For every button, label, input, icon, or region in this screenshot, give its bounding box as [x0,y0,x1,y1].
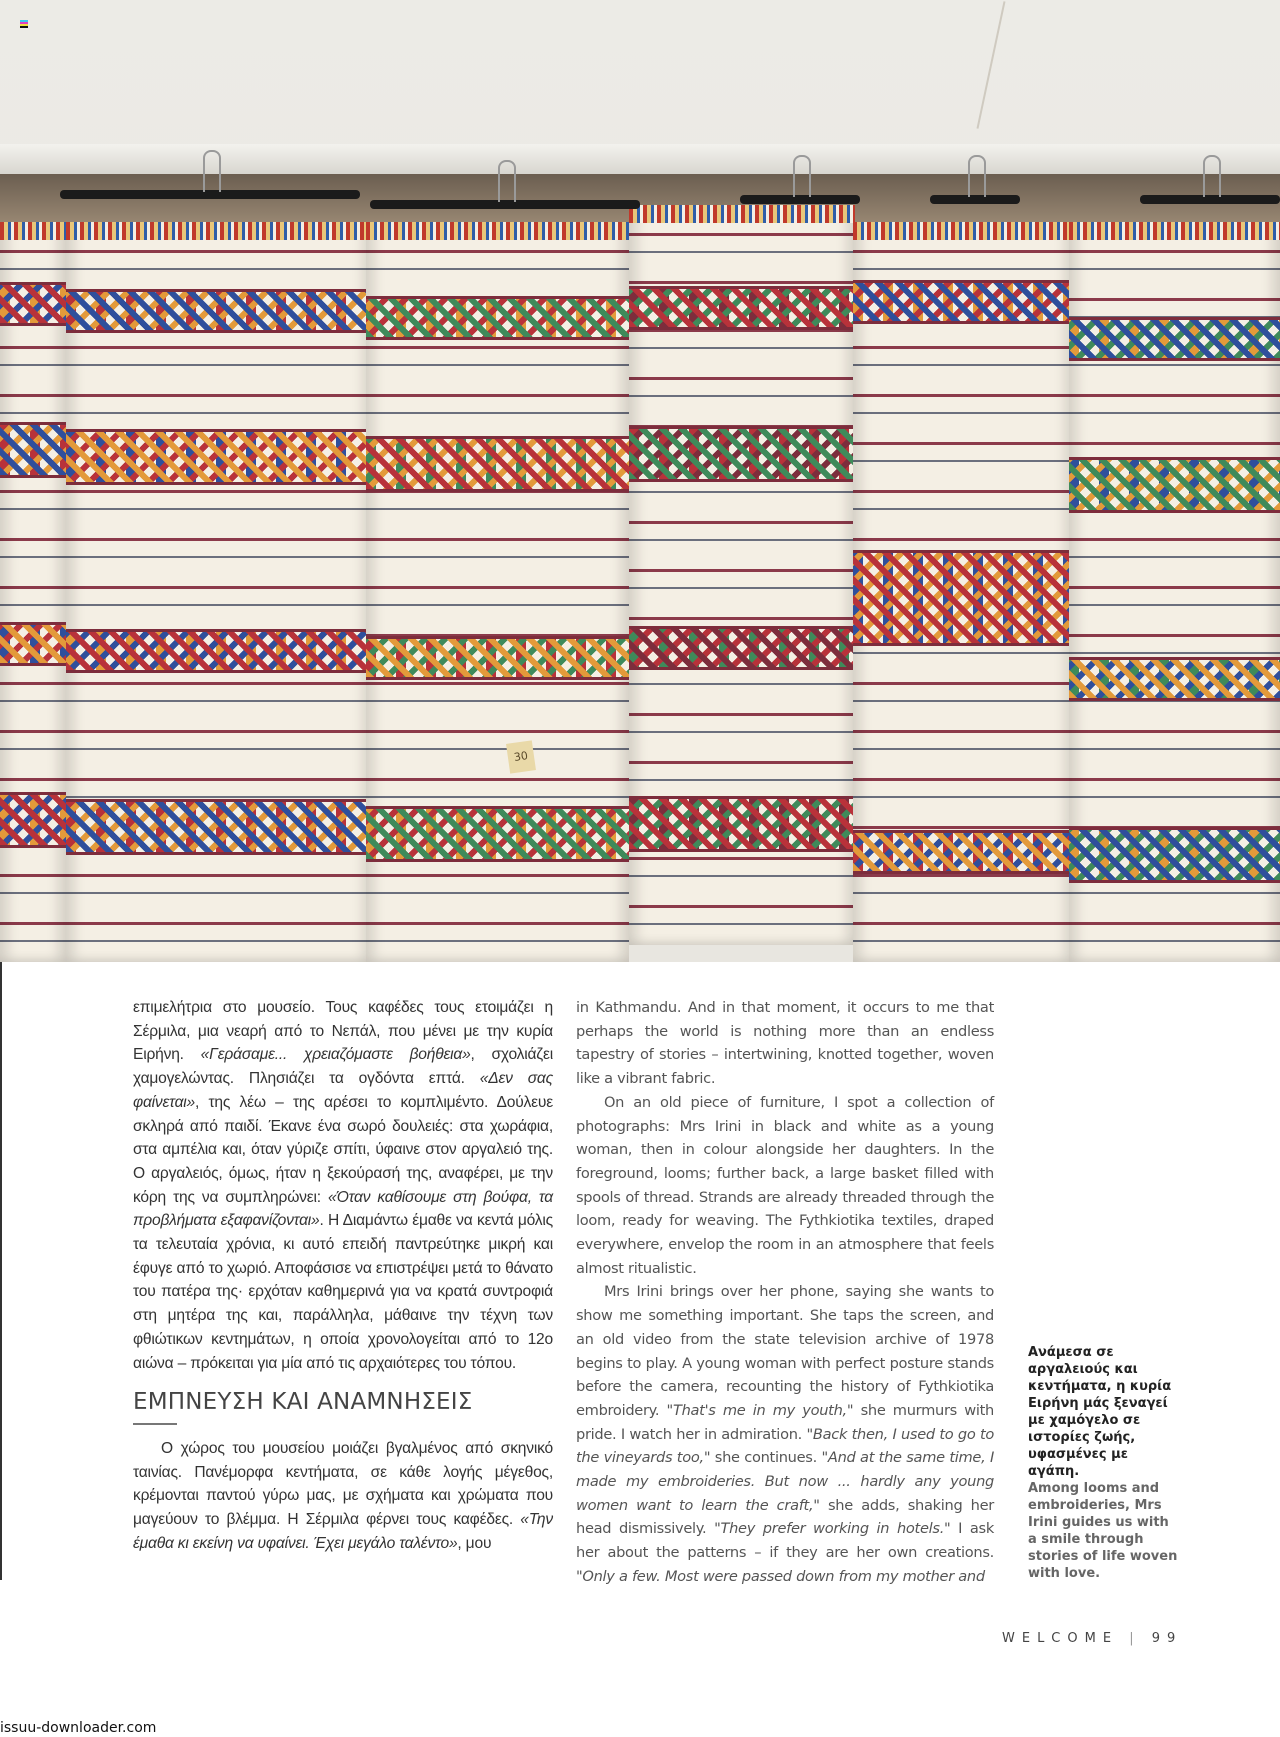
embroidery-band [853,830,1073,874]
embroidery-band [629,796,855,852]
quote-text: "They prefer working in hotels." [714,1520,951,1538]
quote-text: «Γεράσαμε... χρειαζόμαστε βοήθεια» [200,1046,471,1064]
embroidery-band [0,622,66,666]
watermark: issuu-downloader.com [0,1720,157,1736]
hanging-rail [0,144,1280,174]
embroidery-band [1069,657,1280,701]
price-tag: 30 [506,740,536,773]
footer-separator: | [1129,1631,1141,1646]
embroidery-band [66,629,371,673]
embroidery-band [66,799,371,855]
hanger-hook [1203,155,1221,197]
body-text: she continues. [710,1449,822,1467]
hanger-hook [793,155,811,197]
textile-fringe [66,222,371,240]
paragraph [133,996,553,1375]
quote-text: "Only a few. Most were passed down from my mother and [576,1567,985,1585]
embroidery-band [366,636,629,680]
hanging-textile [366,222,629,962]
body-text: επιμελήτρια στο μουσείο. Τους καφέδες τους ετοιμάζει η Σέρμιλα, μια νεαρή από το Νεπάλ, που μένει με την κυρία Ειρήνη. [133,999,553,1064]
embroidery-band [853,280,1073,324]
paragraph [576,1280,994,1588]
body-text: , της λέω – της αρέσει το κομπλιμέντο. Δούλευε σκληρά από παιδί. Έκανε ένα σωρό δουλειές: στα χωράφια, στα αμπέλια και, όταν γύριζε σπίτι, ύφαινε στον αργαλειό της. Ο αργαλειός, όμως, ήταν η ξεκούρασή της, αναφέρει, με την κόρη της να συμπληρώνει: [133,1093,553,1206]
embroidery-band [1069,827,1280,883]
body-text: Mrs Irini brings over her phone, saying she wants to show me something important. She taps the screen, and an old video from the state television archive of 1978 begins to play. A young woman with perfect posture stands before the camera, recounting the history of Fythkiotika embroidery. [576,1283,994,1419]
quote-text: «Όταν καθίσουμε στη βούφα, τα προβλήματα εξαφανίζονται» [133,1188,553,1230]
body-text: , μου [457,1534,492,1552]
embroidery-band [1069,457,1280,513]
article-column-greek [133,996,553,1555]
body-text: On an old piece of furniture, I spot a collection of photographs: Mrs Irini in black and white as a young woman, then in colour alongside her daughters. In the foreground, looms; further back, a large basket filled with spools of thread. Strands are already threaded through the loom, ready for weaving. The Fythkiotika textiles, draped everywhere, envelop the room in an atmosphere that feels almost ritualistic. [576,1093,994,1277]
textile-fringe [366,222,629,240]
quote-text: "That's me in my youth," [666,1401,854,1419]
embroidery-band [629,426,855,482]
page-number: 99 [1151,1631,1183,1646]
paragraph [576,1091,994,1281]
article-column-english [576,996,994,1589]
paragraphs-before-heading [133,996,553,1375]
caption-english: Among looms and embroideries, Mrs Irini guides us with a smile through stories of life woven with love. [1028,1481,1178,1581]
quote-text: "And at the same time, I made my embroideries. But now ... hardly any young women want to learn the craft," [576,1449,994,1514]
hanging-textile [853,222,1073,962]
embroidery-band [0,282,66,326]
hanging-textile [0,222,66,962]
wall-crack [977,1,1006,129]
photo-caption [1028,1344,1178,1582]
textile-fringe [629,205,855,223]
hanger-hook [203,150,221,192]
body-text: , σχολιάζει χαμογελώντας. Πλησιάζει τα ογδόντα επτά. [133,1046,553,1088]
embroidery-band [853,550,1073,646]
hanging-textile [66,222,371,962]
body-text: she murmurs with pride. I watch her in admiration. [576,1401,994,1443]
hanger-hook [968,155,986,197]
section-heading: ΕΜΠΝΕΥΣΗ ΚΑΙ ΑΝΑΜΝΗΣΕΙΣ [133,1389,473,1416]
body-text: she adds, shaking her head dismissively. [576,1496,995,1538]
quote-text: «Δεν σας φαίνεται» [133,1070,553,1111]
print-color-bar [20,20,28,28]
textile-fringe [1069,222,1280,240]
body-text: Ο χώρος του μουσείου μοιάζει βγαλμένος από σκηνικό ταινίας. Πανέμορφα κεντήματα, σε κάθε λογής μέγεθος, κρέμονται παντού γύρω μας, με σχήματα και χρώματα που μαγεύουν το βλέμμα. Η Σέρμιλα φέρνει τους καφέδες. [133,1439,553,1529]
embroidery-band [66,289,371,333]
body-text: I ask her about the patterns – if they are her own creations. [576,1520,994,1562]
textile-fringe [0,222,66,240]
embroidery-band [629,626,855,670]
embroidery-band [0,792,66,848]
paragraphs-after-heading [133,1437,553,1556]
embroidery-band [366,436,629,492]
embroidery-band [0,422,66,478]
hanging-textile [1069,222,1280,962]
page-footer [1002,1631,1182,1646]
hanger-hook [498,160,516,202]
embroidery-band [66,429,371,485]
page-edge-rule [0,962,2,1580]
paragraph [133,1437,553,1556]
caption-greek: Ανάμεσα σε αργαλειούς και κεντήματα, η κυρία Ειρήνη μάς ξεναγεί με χαμόγελο σε ιστορίες ζωής, υφασμένες με αγάπη. [1028,1345,1172,1479]
body-text: . Η Διαμάντω έμαθε να κεντά μόλις τα τελευταία χρόνια, κι αυτό επειδή παντρεύτηκε μικρή και έφυγε από το χωριό. Αποφάσισε να επιστρέψει μετά το θάνατο του πατέρα της· ερχόταν καθημερινά για να κρατά συντροφιά στη μητέρα της και, παράλληλα, μάθαινε την τέχνη των φθιώτικων κεντημάτων, η οποία χρονολογείται από το 12ο αιώνα – πρόκειται για μία από τις αρχαιότερες του τόπου. [133,1212,553,1372]
embroidery-band [366,806,629,862]
heading-underline [133,1423,177,1425]
quote-text: «Την έμαθα κι εκείνη να υφαίνει. Έχει μεγάλο ταλέντο» [133,1511,553,1552]
textile-fringe [853,222,1073,240]
embroidery-band [629,286,855,330]
embroidery-band [1069,317,1280,361]
hanging-textile [629,205,855,945]
footer-section: WELCOME [1002,1631,1119,1646]
paragraph [576,996,994,1091]
quote-text: "Back then, I used to go to the vineyards too," [576,1425,995,1467]
embroidery-band [366,296,629,340]
body-text: in Kathmandu. And in that moment, it occurs to me that perhaps the world is nothing more than an endless tapestry of stories – intertwining, knotted together, woven like a vibrant fabric. [576,999,994,1088]
